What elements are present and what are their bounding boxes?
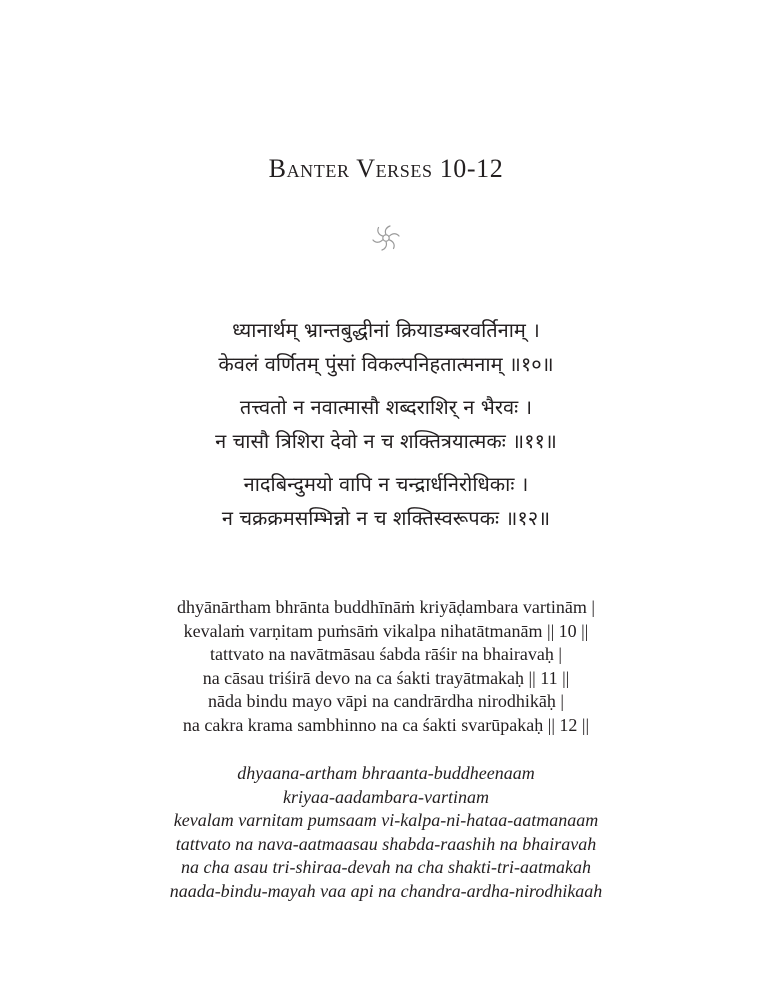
- simplified-line: kriyaa-aadambara-vartinam: [283, 786, 489, 807]
- devanagari-line: तत्त्वतो न नवात्मासौ शब्दराशिर् न भैरवः ।: [239, 395, 533, 419]
- devanagari-line: न चासौ त्रिशिरा देवो न च शक्तित्रयात्मकः ॥११॥: [215, 429, 557, 453]
- simplified-line: dhyaana-artham bhraanta-buddheenaam: [237, 763, 535, 783]
- devanagari-line: ध्यानार्थम् भ्रान्तबुद्धीनां क्रियाडम्बरवर्तिनाम् ।: [232, 318, 540, 342]
- transliteration-line: na cakra krama sambhinno na ca śakti svarūpakaḥ || 12 ||: [182, 714, 590, 735]
- transliteration-line: tattvato na navātmāsau śabda rāśir na bhairavaḥ |: [210, 644, 562, 664]
- verse-10-devanagari: [0, 313, 772, 381]
- verse-11-devanagari: [0, 390, 772, 458]
- simplified-line: kevalam varnitam pumsaam vi-kalpa-ni-hataa-aatmanaam: [173, 810, 599, 830]
- sun-swirl-ornament-icon: [366, 218, 406, 258]
- transliteration-line: nāda bindu mayo vāpi na candrārdha nirodhikāḥ |: [208, 691, 564, 711]
- simplified-line: naada-bindu-mayah vaa api na chandra-ardha-nirodhikaah: [169, 880, 603, 901]
- devanagari-line: नादबिन्दुमयो वापि न चन्द्रार्धनिरोधिकाः ।: [243, 472, 529, 496]
- transliteration-block: [0, 596, 772, 737]
- transliteration-line: dhyānārtham bhrānta buddhīnāṁ kriyāḍambara vartinām |: [177, 597, 595, 617]
- devanagari-verses: [0, 313, 772, 544]
- simplified-transliteration-block: [0, 762, 772, 903]
- devanagari-line: न चक्रक्रमसम्भिन्नो न च शक्तिस्वरूपकः ॥१२॥: [221, 506, 551, 530]
- simplified-line: tattvato na nava-aatmaasau shabda-raashih na bhairavah: [175, 833, 597, 854]
- devanagari-line: केवलं वर्णितम् पुंसां विकल्पनिहतात्मनाम् ॥१०॥: [218, 352, 554, 376]
- page-title: Banter Verses 10-12: [268, 154, 504, 183]
- simplified-line: na cha asau tri-shiraa-devah na cha shakti-tri-aatmakah: [181, 857, 591, 877]
- verse-12-devanagari: [0, 467, 772, 535]
- transliteration-line: na cāsau triśirā devo na ca śakti trayātmakaḥ || 11 ||: [202, 667, 570, 688]
- transliteration-line: kevalaṁ varṇitam puṁsāṁ vikalpa nihatātmanām || 10 ||: [183, 620, 589, 641]
